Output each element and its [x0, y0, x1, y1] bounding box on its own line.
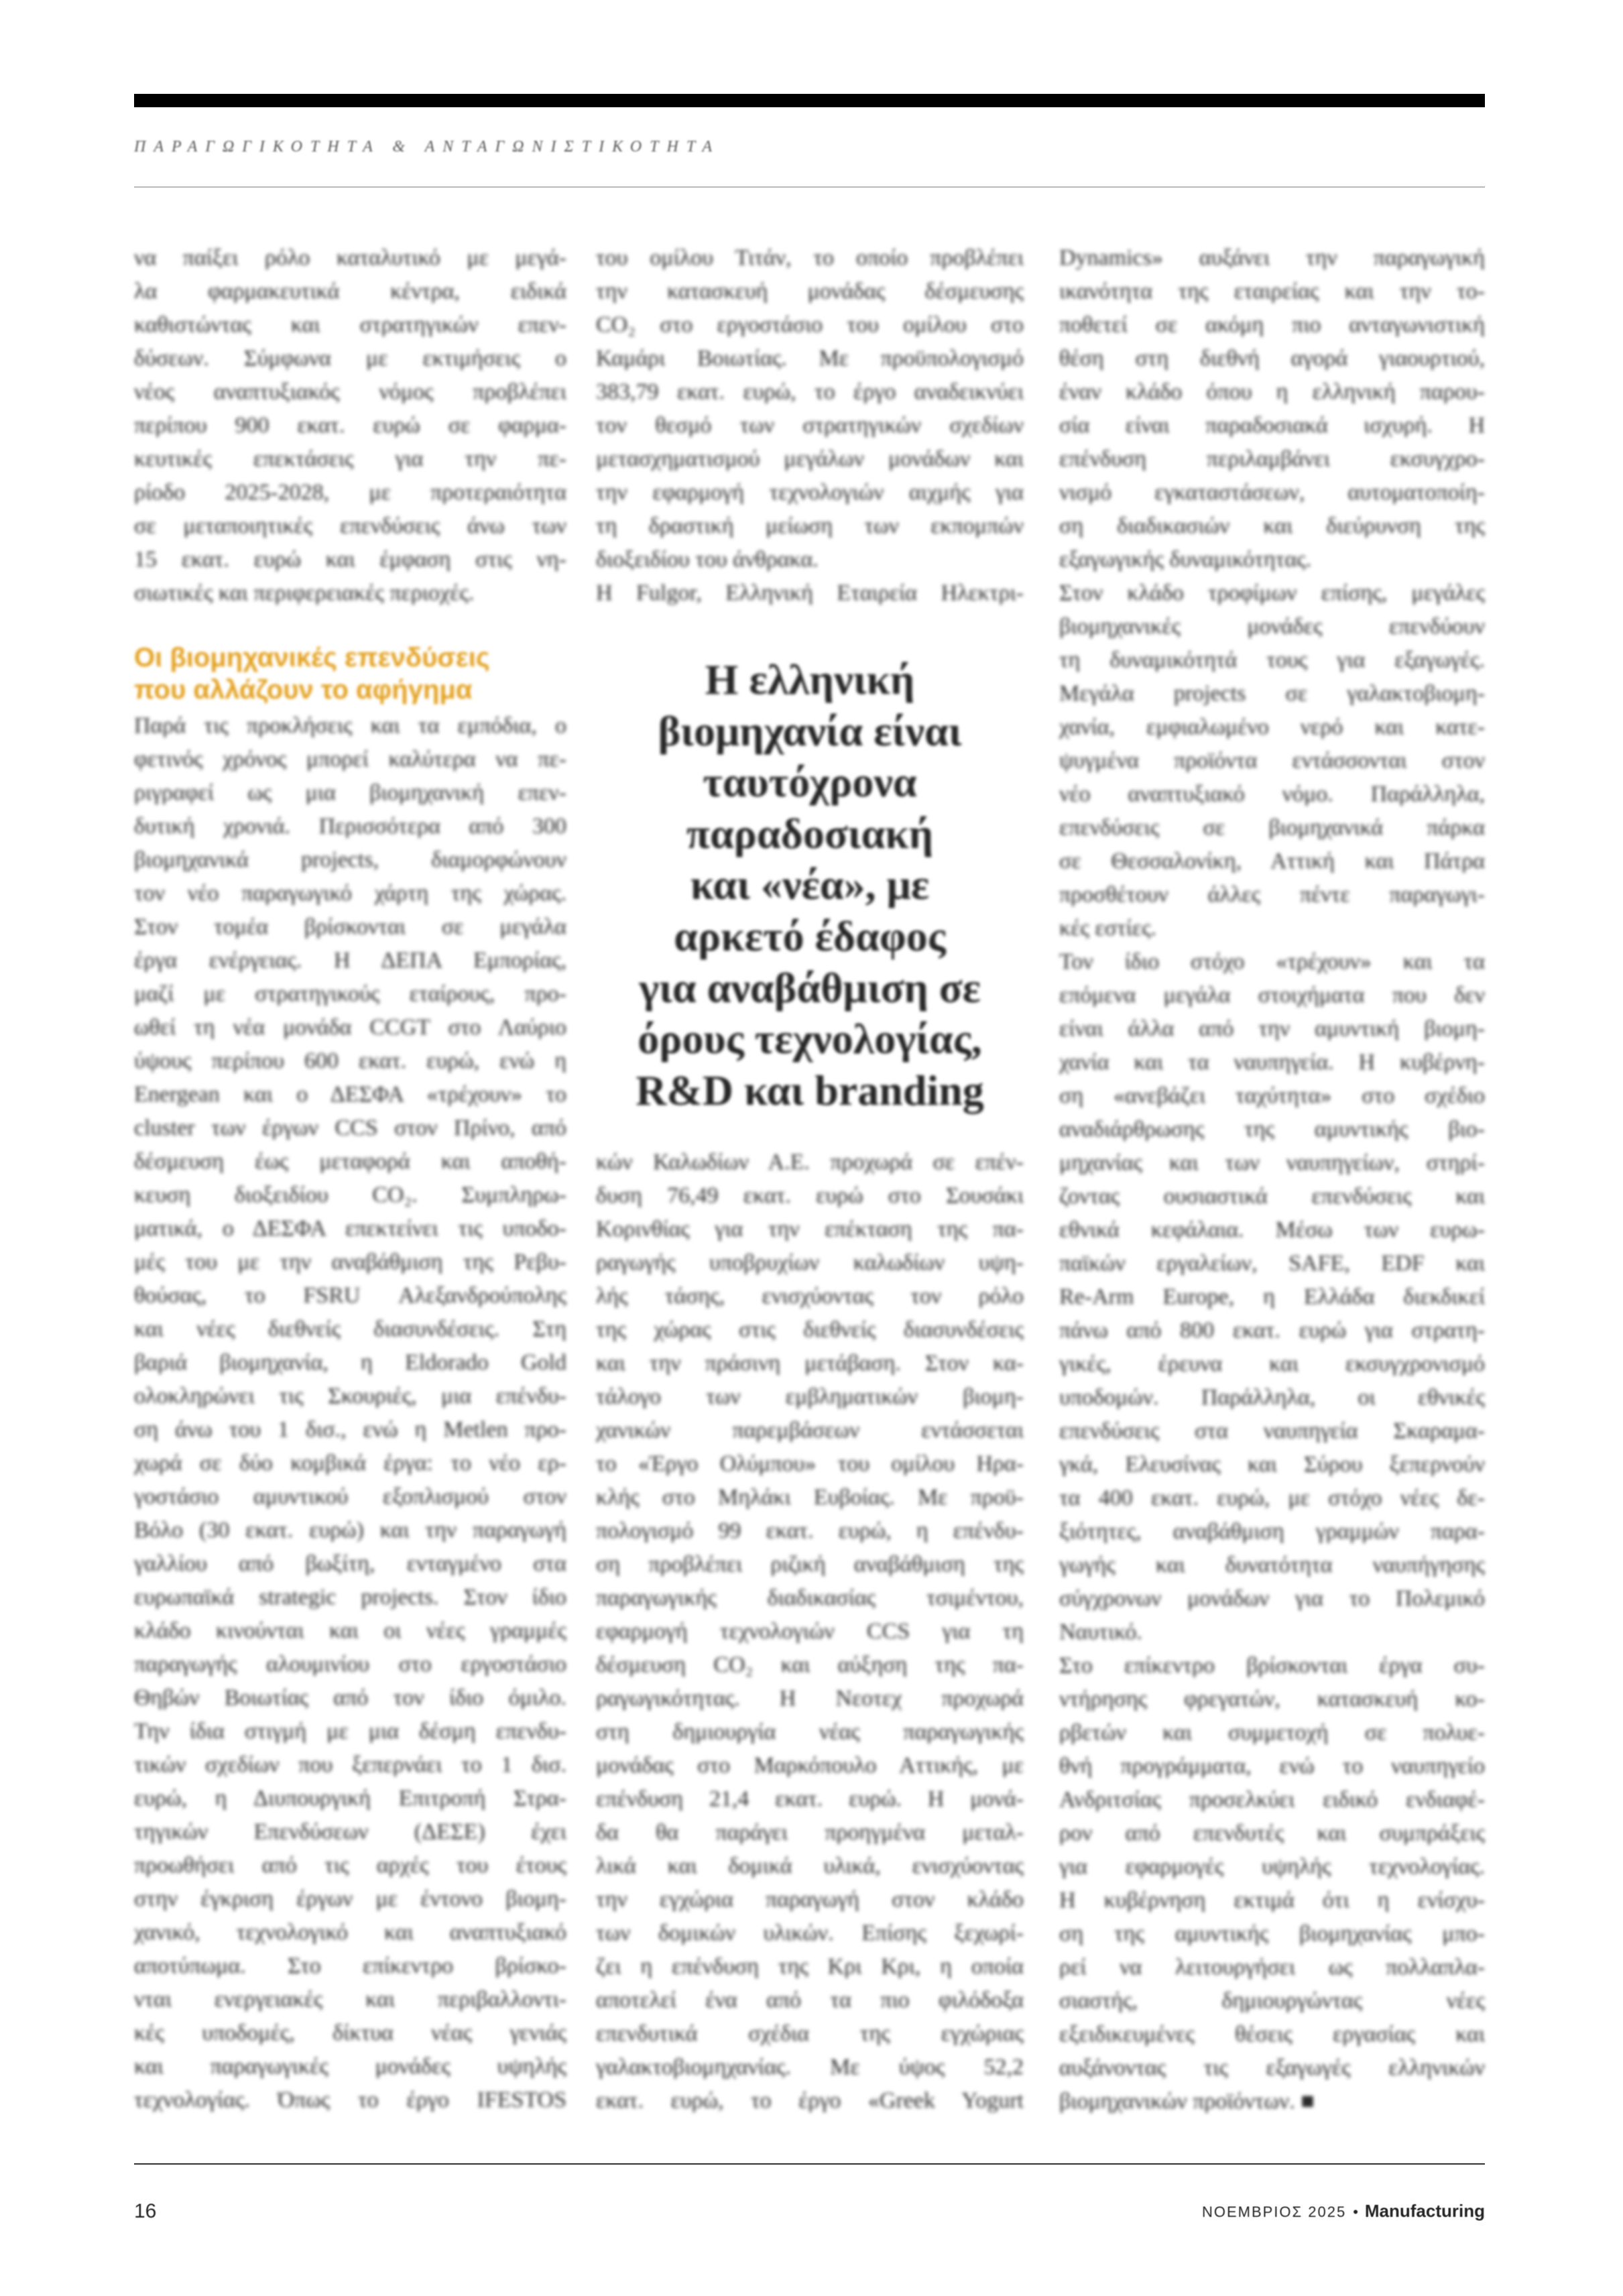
text-line: ποθετεί σε ακόμη πιο ανταγωνιστική [1059, 312, 1485, 337]
text-line: φετινός χρόνος μπορεί καλύτερα να πε- [134, 747, 566, 772]
header-rule [134, 186, 1485, 188]
text-line: δέσμευση έως μεταφορά και αποθή- [134, 1149, 566, 1174]
text-line: ζει η επένδυση της Κρι Κρι, η οποία [596, 1954, 1024, 1979]
text-line: Τον ίδιο στόχο «τρέχουν» και τα [1059, 949, 1485, 974]
text-line: πάνω από 800 εκατ. ευρώ για στρατη- [1059, 1318, 1485, 1343]
pull-quote-line: R&D και branding [636, 1066, 984, 1114]
text-line: βιομηχανικές μονάδες επενδύουν [1059, 614, 1485, 639]
text-line: μηχανίας και των ναυπηγείων, στηρί- [1059, 1150, 1485, 1175]
text-line: ρον από επενδυτές και συμπράξεις [1059, 1821, 1485, 1846]
text-line: θέση στη διεθνή αγορά γιαουρτιού, [1059, 346, 1485, 371]
text-line: Καμάρι Βοιωτίας. Με προϋπολογισμό [596, 346, 1024, 371]
text-line: ριγραφεί ως μια βιομηχανική επεν- [134, 780, 566, 805]
text-line: αποτελεί ένα από τα πιο φιλόδοξα [596, 1988, 1024, 2012]
text-line: Στον κλάδο τροφίμων επίσης, μεγάλες [1059, 581, 1485, 605]
text-line: εκατ. ευρώ, το έργο «Greek Yogurt [596, 2088, 1024, 2113]
text-line: την εφαρμογή τεχνολογιών αιχμής για [596, 480, 1024, 505]
text-line: βιομηχανικών προϊόντων. ■ [1059, 2089, 1315, 2114]
text-line: βαριά βιομηχανία, η Eldorado Gold [134, 1350, 566, 1375]
text-line: Ναυτικό. [1059, 1620, 1142, 1644]
paragraph [1059, 241, 1485, 577]
paragraph [1059, 1649, 1485, 2118]
text-line: μονάδας στο Μαρκόπουλο Αττικής, με [596, 1753, 1024, 1778]
text-line: δυτική χρονιά. Περισσότερα από 300 [134, 814, 566, 839]
text-line: το «Έργο Ολύμπου» του ομίλου Ηρα- [596, 1451, 1024, 1476]
column-3-body [1059, 241, 1485, 2118]
text-line: επενδύσεις στα ναυπηγεία Σκαραμα- [1059, 1418, 1485, 1443]
text-line: διοξειδίου του άνθρακα. [596, 547, 819, 572]
text-line: ραγωγής υποβρυχίων καλωδίων υψη- [596, 1250, 1024, 1275]
paragraph [596, 241, 1024, 577]
text-line: αυξάνοντας τις εξαγωγές ελληνικών [1059, 2055, 1485, 2080]
text-line: θούσας, το FSRU Αλεξανδρούπολης [134, 1283, 566, 1308]
text-line: και νέες διεθνείς διασυνδέσεις. Στη [134, 1317, 566, 1341]
text-line: ζοντας ουσιαστικά επενδύσεις και [1059, 1184, 1485, 1209]
text-line: εξειδικευμένες θέσεις εργασίας και [1059, 2022, 1485, 2047]
top-rule-bar [134, 94, 1485, 107]
text-line: εξαγωγικής δυναμικότητας. [1059, 547, 1312, 572]
text-line: σε μεταποιητικές επενδύσεις άνω των [134, 513, 566, 538]
text-line: μετασχηματισμού μεγάλων μονάδων και [596, 446, 1024, 471]
text-line: χωρά σε δύο κομβικά έργα: το νέο ερ- [134, 1451, 566, 1475]
pull-quote-line: βιομηχανία είναι [658, 707, 962, 755]
text-line: έργα ενέργειας. Η ΔΕΠΑ Εμπορίας, [134, 948, 566, 973]
pull-quote-line: Η ελληνική [705, 656, 915, 703]
text-line: Η Fulgor, Ελληνική Εταιρεία Ηλεκτρι- [596, 581, 1024, 605]
paragraph [134, 709, 566, 2117]
text-line: ξιότητες, αναβάθμιση γραμμών παρα- [1059, 1519, 1485, 1544]
column-2-top [596, 241, 1024, 610]
text-line: νέος αναπτυξιακός νόμος προβλέπει [134, 379, 566, 404]
text-line: κών Καλωδίων Α.Ε. προχωρά σε επέν- [596, 1150, 1024, 1174]
text-line: παραγωγικής διαδικασίας τσιμέντου, [596, 1585, 1024, 1610]
text-line: κλής στο Μηλάκι Ευβοίας. Με προϋ- [596, 1485, 1024, 1510]
text-line: ρίοδο 2025-2028, με προτεραιότητα [134, 480, 566, 505]
pull-quote-line: για αναβάθμιση σε [639, 963, 981, 1012]
text-line: ευρωπαϊκά strategic projects. Στον ίδιο [134, 1585, 566, 1610]
text-line: ψυγμένα προϊόντα εντάσσονται στον [1059, 748, 1485, 773]
text-line: γαλλίου από βωξίτη, ενταγμένο στα [134, 1551, 566, 1576]
text-line: ωθεί τη νέα μονάδα CCGT στο Λαύριο [134, 1015, 566, 1040]
section-title: ΠΑΡΑΓΩΓΙΚΟΤΗΤΑ & ΑΝΤΑΓΩΝΙΣΤΙΚΟΤΗΤΑ [134, 138, 721, 156]
text-line: γικές, έρευνα και εκσυγχρονισμό [1059, 1351, 1485, 1376]
text-line: σιαστής, δημιουργώντας νέες [1059, 1988, 1485, 2013]
text-line: τάλογο των εμβληματικών βιομη- [596, 1384, 1024, 1409]
text-line: νται ενεργειακές και περιβαλλοντι- [134, 1987, 566, 2012]
text-line: έναν κλάδο όπου η ελληνική παρου- [1059, 379, 1485, 404]
text-line: Στο επίκεντρο βρίσκονται έργα συ- [1059, 1653, 1485, 1678]
bullet-separator: • [1353, 2203, 1358, 2220]
text-line: σιωτικές και περιφερειακές περιοχές. [134, 581, 475, 605]
text-line: αναδιάρθρωσης της αμυντικής βιο- [1059, 1117, 1485, 1142]
text-line: CO₂ στο εργοστάσιο του ομίλου στο [596, 312, 1024, 337]
text-line: τον νέο παραγωγικό χάρτη της χώρας. [134, 881, 566, 906]
text-line: δέσμευση CO₂ και αύξηση της πα- [596, 1652, 1024, 1677]
paragraph [1059, 577, 1485, 945]
text-line: στην έγκριση έργων με έντονο βιομη- [134, 1886, 566, 1911]
text-line: σύγχρονων μονάδων για το Πολεμικό [1059, 1586, 1485, 1611]
text-line: ση προβλέπει ριζική αναβάθμιση της [596, 1552, 1024, 1577]
text-line: παϊκών εργαλείων, SAFE, EDF και [1059, 1251, 1485, 1276]
text-line: τον θεσμό των στρατηγικών σχεδίων [596, 413, 1024, 438]
text-line: ρβετών και συμμετοχή σε πολυε- [1059, 1720, 1485, 1745]
text-line: στη δημιουργία νέας παραγωγικής [596, 1719, 1024, 1744]
text-line: κλάδο κινούνται και οι νέες γραμμές [134, 1618, 566, 1643]
pull-quote-line: όρους τεχνολογίας, [638, 1015, 982, 1063]
text-line: δύσεων. Σύμφωνα με εκτιμήσεις ο [134, 346, 566, 371]
text-line: ρεί να λειτουργήσει ως πολλαπλα- [1059, 1955, 1485, 1980]
text-line: επενδύσεις σε βιομηχανικά πάρκα [1059, 815, 1485, 840]
column-2-bottom [596, 1146, 1024, 2118]
subheading-line: Οι βιομηχανικές επενδύσεις [134, 643, 490, 672]
text-line: σε Θεσσαλονίκη, Αττική και Πάτρα [1059, 849, 1485, 873]
text-line: ύψους περίπου 600 εκατ. ευρώ, ενώ η [134, 1048, 566, 1073]
text-line: την εγχώρια παραγωγή στον κλάδο [596, 1887, 1024, 1912]
text-line: Θηβών Βοιωτίας από τον ίδιο όμιλο. [134, 1685, 566, 1710]
text-line: εφαρμογή τεχνολογιών CCS για τη [596, 1619, 1024, 1644]
text-line: Dynamics» αυξάνει την παραγωγική [1059, 245, 1485, 270]
pull-quote-line: ταυτόχρονα [703, 758, 917, 806]
text-line: Στον τομέα βρίσκονται σε μεγάλα [134, 914, 566, 939]
text-line: ση διαδικασιών και διεύρυνση της [1059, 513, 1485, 538]
text-line: Βόλο (30 εκατ. ευρώ) και την παραγωγή [134, 1518, 566, 1543]
text-line: γκά, Ελευσίνας και Σύρου ξεπερνούν [1059, 1452, 1485, 1477]
text-line: σία είναι παραδοσιακά ισχυρή. Η [1059, 413, 1485, 438]
page-number: 16 [134, 2200, 157, 2222]
text-line: χανία, εμφιαλωμένο νερό και κατε- [1059, 715, 1485, 739]
issue-date: ΝΟΕΜΒΡΙΟΣ 2025 [1201, 2203, 1347, 2220]
text-line: επένδυση περιλαμβάνει εκσυγχρο- [1059, 446, 1485, 471]
pull-quote-line: και «νέα», με [690, 861, 930, 909]
text-line: των δομικών υλικών. Επίσης ξεχωρί- [596, 1921, 1024, 1945]
pull-quote-line: αρκετό έδαφος [674, 912, 946, 960]
text-line: παραγωγής αλουμινίου στο εργοστάσιο [134, 1652, 566, 1677]
text-line: προσθέτουν άλλες πέντε παραγωγι- [1059, 882, 1485, 907]
subheading [134, 642, 566, 706]
text-line: Re-Arm Europe, η Ελλάδα διεκδικεί [1059, 1284, 1485, 1309]
text-line: λικά και δομικά υλικά, ενισχύοντας [596, 1854, 1024, 1878]
text-line: για εφαρμογές υψηλής τεχνολογίας. [1059, 1854, 1485, 1879]
text-line: χανία και τα ναυπηγεία. Η κυβέρνη- [1059, 1050, 1485, 1075]
text-line: τηγικών Επενδύσεων (ΔΕΣΕ) έχει [134, 1819, 566, 1844]
subheading-line: που αλλάζουν το αφήγημα [134, 675, 473, 705]
paragraph [1059, 945, 1485, 1649]
column-1-intro [134, 241, 566, 610]
text-line: τεχνολογίας. Όπως το έργο IFESTOS [134, 2088, 566, 2112]
text-line: να παίξει ρόλο καταλυτικό με μεγά- [134, 245, 566, 270]
text-line: cluster των έργων CCS στον Πρίνο, από [134, 1115, 566, 1140]
text-line: χανικό, τεχνολογικό και αναπτυξιακό [134, 1920, 566, 1945]
paragraph [596, 1146, 1024, 2118]
text-line: Παρά τις προκλήσεις και τα εμπόδια, ο [134, 713, 566, 738]
pull-quote [596, 654, 1024, 1116]
text-line: κές υποδομές, δίκτυα νέας γενιάς [134, 2020, 566, 2045]
text-line: εθνικά κεφάλαια. Μέσω των ευρω- [1059, 1217, 1485, 1242]
text-line: ματικά, ο ΔΕΣΦΑ επεκτείνει τις υποδο- [134, 1216, 566, 1241]
text-line: και την πράσινη μετάβαση. Στον κα- [596, 1351, 1024, 1376]
text-line: θνή προγράμματα, ενώ το ναυπηγείο [1059, 1754, 1485, 1778]
text-line: λής τάσης, ενισχύοντας τον ρόλο [596, 1284, 1024, 1309]
text-line: αποτύπωμα. Στο επίκεντρο βρίσκο- [134, 1953, 566, 1978]
text-line: βιομηχανικά projects, διαμορφώνουν [134, 847, 566, 872]
text-line: μές του με την αναβάθμιση της Ρεβυ- [134, 1250, 566, 1274]
text-line: μαζί με στρατηγικούς εταίρους, προ- [134, 981, 566, 1006]
text-line: επένδυση 21,4 εκατ. ευρώ. Η μονά- [596, 1787, 1024, 1811]
text-line: Ανδριτσίας προσελκύει ειδικό ενδιαφέ- [1059, 1787, 1485, 1812]
text-line: νισμό εγκαταστάσεων, αυτοματοποίη- [1059, 480, 1485, 505]
text-line: ση «ανεβάζει ταχύτητα» στο σχέδιο [1059, 1083, 1485, 1108]
text-line: καθιστώντας και στρατηγικών επεν- [134, 312, 566, 337]
text-line: ντήρησης φρεγατών, κατασκευή κο- [1059, 1687, 1485, 1711]
text-line: Energean και ο ΔΕΣΦΑ «τρέχουν» το [134, 1082, 566, 1107]
text-line: του ομίλου Τιτάν, το οποίο προβλέπει [596, 245, 1024, 270]
text-line: Η κυβέρνηση εκτιμά ότι η ενίσχυ- [1059, 1888, 1485, 1913]
text-line: τα 400 εκατ. ευρώ, με στόχο νέες δε- [1059, 1486, 1485, 1510]
paragraph [596, 577, 1024, 610]
text-line: ση άνω του 1 δισ., ενώ η Metlen προ- [134, 1417, 566, 1442]
text-line: της χώρας στις διεθνείς διασυνδέσεις [596, 1317, 1024, 1342]
text-line: πολογισμό 99 εκατ. ευρώ, η επένδυ- [596, 1518, 1024, 1543]
text-line: επόμενα μεγάλα στοιχήματα που δεν [1059, 983, 1485, 1008]
text-line: γοστάσιο αμυντικού εξοπλισμού στον [134, 1484, 566, 1509]
footer-rule [134, 2163, 1485, 2165]
text-line: τικών σχεδίων που ξεπερνάει το 1 δισ. [134, 1752, 566, 1777]
text-line: κές εστίες. [1059, 916, 1157, 941]
text-line: Την ίδια στιγμή με μια δέσμη επενδυ- [134, 1719, 566, 1744]
text-line: και παραγωγικές μονάδες υψηλής [134, 2054, 566, 2079]
text-line: υποδομών. Παράλληλα, οι εθνικές [1059, 1385, 1485, 1410]
text-line: την κατασκευή μονάδας δέσμευσης [596, 279, 1024, 304]
footer-issue-info [1202, 2201, 1485, 2222]
text-line: ικανότητα της εταιρείας και την το- [1059, 279, 1485, 304]
text-line: τη δραστική μείωση των εκπομπών [596, 513, 1024, 538]
text-line: ολοκληρώνει τις Σκουριές, μια επένδυ- [134, 1384, 566, 1408]
text-line: γαλακτοβιομηχανίας. Με ύψος 52,2 [596, 2055, 1024, 2079]
text-line: νέο αναπτυξιακό νόμο. Παράλληλα, [1059, 782, 1485, 806]
pull-quote-line: παραδοσιακή [686, 809, 934, 857]
text-line: Κορινθίας για την επέκταση της πα- [596, 1217, 1024, 1242]
text-line: δυση 76,49 εκατ. ευρώ στο Σουσάκι [596, 1183, 1024, 1208]
text-line: 15 εκατ. ευρώ και έμφαση στις νη- [134, 547, 566, 572]
text-line: Μεγάλα projects σε γαλακτοβιομη- [1059, 681, 1485, 706]
text-line: χανικών παρεμβάσεων εντάσσεται [596, 1418, 1024, 1443]
text-line: επενδυτικά σχέδια της εγχώριας [596, 2021, 1024, 2046]
text-line: κευτικές επεκτάσεις για την πε- [134, 446, 566, 471]
text-line: περίπου 900 εκατ. ευρώ σε φαρμα- [134, 413, 566, 438]
text-line: δα θα παράγει προηγμένα μεταλ- [596, 1820, 1024, 1845]
text-line: κευση διοξειδίου CO₂. Συμπληρω- [134, 1183, 566, 1207]
text-line: είναι άλλα από την αμυντική βιομη- [1059, 1016, 1485, 1041]
text-line: ση της αμυντικής βιομηχανίας μπο- [1059, 1921, 1485, 1946]
text-line: λα φαρμακευτικά κέντρα, ειδικά [134, 279, 566, 304]
text-line: 383,79 εκατ. ευρώ, το έργο αναδεικνύει [596, 379, 1024, 404]
text-line: γωγής και δυνατότητα ναυπήγησης [1059, 1553, 1485, 1577]
text-line: ευρώ, η Διυπουργική Επιτροπή Στρα- [134, 1786, 566, 1811]
column-1-body [134, 709, 566, 2117]
text-line: προωθήσει από τις αρχές του έτους [134, 1853, 566, 1878]
paragraph [134, 241, 566, 610]
magazine-name: Manufacturing [1364, 2201, 1485, 2221]
text-line: ραγωγικότητας. Η Νεοτεχ προχωρά [596, 1686, 1024, 1711]
text-line: τη δυναμικότητά τους για εξαγωγές. [1059, 648, 1485, 672]
